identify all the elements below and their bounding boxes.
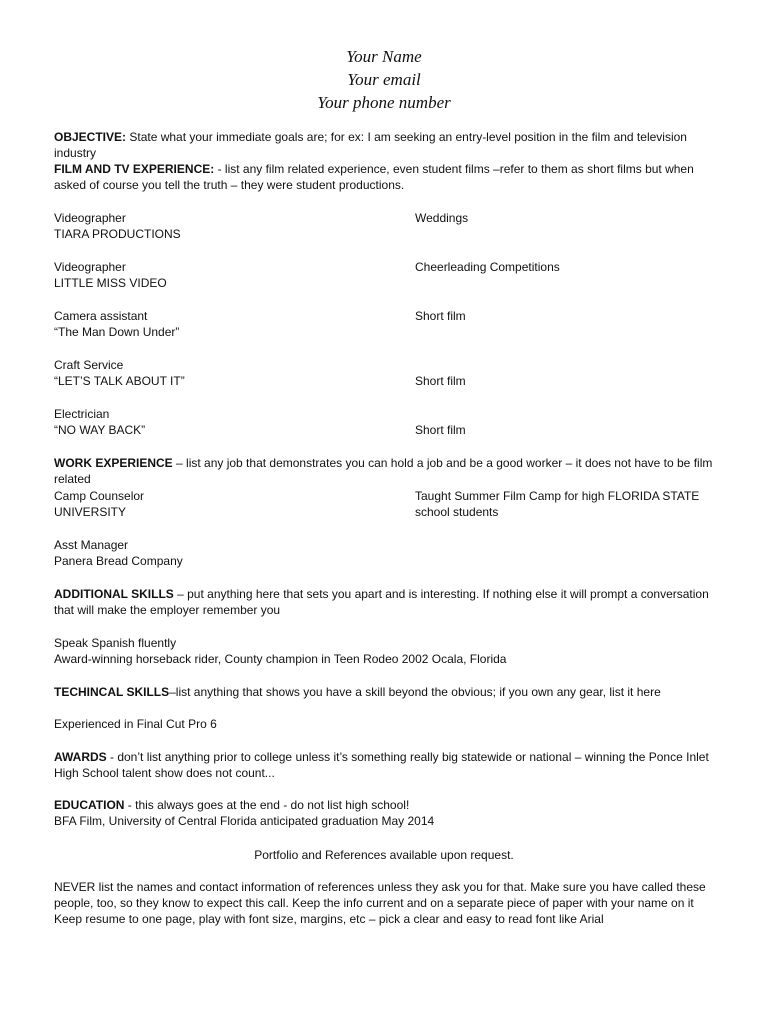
- film-entry-type: Cheerleading Competitions: [415, 260, 560, 274]
- film-entry-role: Videographer: [54, 260, 126, 274]
- additional-item: Speak Spanish fluently: [54, 636, 177, 650]
- portfolio-note: Portfolio and References available upon request.: [254, 848, 514, 862]
- film-entry-type: Weddings: [415, 211, 469, 225]
- film-tv-heading: FILM AND TV EXPERIENCE:: [54, 162, 215, 176]
- film-entry-role: Electrician: [54, 407, 110, 421]
- work-entry-company: Panera Bread Company: [54, 554, 183, 568]
- film-entry-company: “The Man Down Under”: [54, 325, 180, 339]
- film-entry-company: TIARA PRODUCTIONS: [54, 227, 181, 241]
- film-entry-role: Camera assistant: [54, 309, 148, 323]
- work-entry-desc: Taught Summer Film Camp for high FLORIDA STATE: [415, 489, 700, 503]
- work-text: – list any job that demonstrates you can hold a job and be a good worker – it does not have to be film related: [54, 456, 713, 486]
- resume-tip-note: Keep resume to one page, play with font size, margins, etc – pick a clear and easy to read font like Arial: [54, 912, 604, 926]
- education-heading: EDUCATION: [54, 798, 125, 812]
- header-phone: Your phone number: [317, 93, 451, 112]
- film-entry-company: LITTLE MISS VIDEO: [54, 276, 167, 290]
- technical-item: Experienced in Final Cut Pro 6: [54, 717, 217, 731]
- additional-heading: ADDITIONAL SKILLS: [54, 587, 174, 601]
- education-text: - this always goes at the end - do not list high school!: [124, 798, 410, 812]
- header-email: Your email: [347, 70, 421, 89]
- technical-section: [54, 684, 720, 700]
- film-entry-type: Short film: [415, 309, 466, 323]
- film-entry-type: Short film: [415, 423, 466, 437]
- film-tv-text: - list any film related experience, even student films –refer to them as short films but when asked of course you tell the truth – they were student productions.: [54, 162, 694, 192]
- film-entry-role: Videographer: [54, 211, 126, 225]
- objective-text: State what your immediate goals are; for ex: I am seeking an entry-level position in the film and television industry: [54, 130, 687, 160]
- film-entry-company: “LET’S TALK ABOUT IT”: [54, 374, 185, 388]
- work-heading: WORK EXPERIENCE: [54, 456, 173, 470]
- awards-heading: AWARDS: [54, 750, 107, 764]
- film-entry-role: Craft Service: [54, 358, 124, 372]
- technical-text: –list anything that shows you have a skill beyond the obvious; if you own any gear, list it here: [169, 685, 661, 699]
- education-line: BFA Film, University of Central Florida anticipated graduation May 2014: [54, 814, 435, 828]
- work-entry-desc: school students: [415, 505, 499, 519]
- film-entry-type: Short film: [415, 374, 466, 388]
- awards-section: [54, 749, 720, 781]
- objective-section: [54, 129, 720, 161]
- work-entry-role: Asst Manager: [54, 538, 129, 552]
- additional-item: Award-winning horseback rider, County champion in Teen Rodeo 2002 Ocala, Florida: [54, 652, 507, 666]
- education-section: [54, 797, 720, 813]
- awards-text: - don’t list anything prior to college unless it’s something really big statewide or national – winning the Ponce Inlet High School talent show does not count...: [54, 750, 709, 780]
- technical-heading: TECHINCAL SKILLS: [54, 685, 170, 699]
- film-entry-company: “NO WAY BACK”: [54, 423, 146, 437]
- objective-heading: OBJECTIVE:: [54, 130, 127, 144]
- work-entry-company: UNIVERSITY: [54, 505, 127, 519]
- header-name: Your Name: [346, 47, 422, 66]
- film-tv-section: [54, 161, 720, 193]
- references-note: NEVER list the names and contact information of references unless they ask you for that. Make sure you have called these people, too, so they know to expect this call. Keep the info current and on a separate piece of paper with your name on it: [54, 880, 706, 910]
- additional-text: – put anything here that sets you apart and is interesting. If nothing else it will prompt a conversation that will make the employer remember you: [54, 587, 709, 617]
- additional-section: [54, 586, 720, 618]
- work-section: [54, 455, 720, 487]
- work-entry-role: Camp Counselor: [54, 489, 145, 503]
